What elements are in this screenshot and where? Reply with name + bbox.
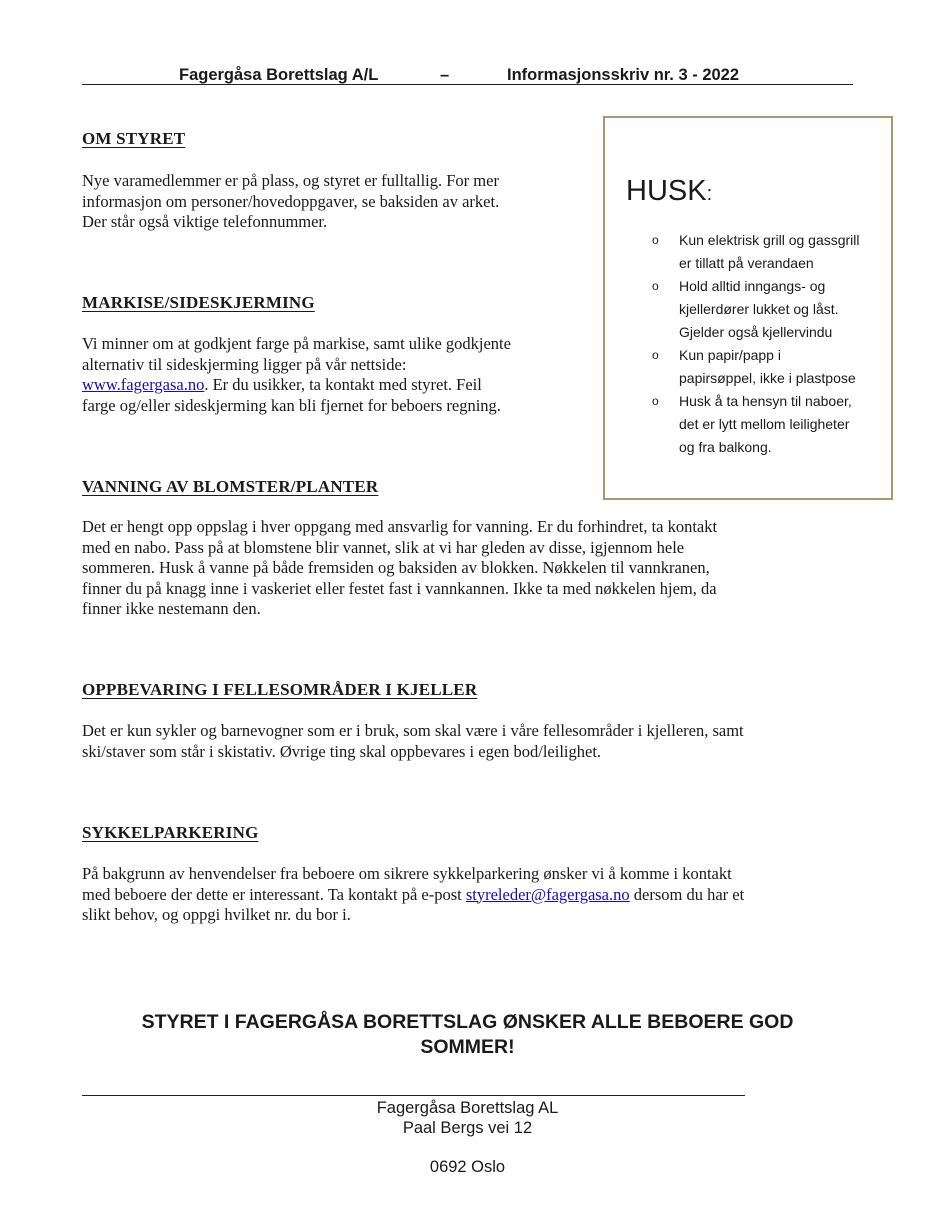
text-line: ski/staver som står i skistativ. Øvrige ting skal oppbevares i egen bod/leilighet. — [82, 741, 602, 761]
footer-org-name: Fagergåsa Borettslag AL — [376, 1099, 559, 1117]
header-title: Fagergåsa Borettslag A/L — [179, 66, 379, 84]
text-line: På bakgrunn av henvendelser fra beboere om sikrere sykkelparkering ønsker vi å komme i kontakt — [82, 864, 732, 883]
section-text-vanning — [82, 517, 717, 620]
text-line: alternativ til sideskjerming ligger på vår nettside: — [82, 354, 407, 374]
section-text-om-styret — [82, 171, 499, 233]
text-line: Nye varamedlemmer er på plass, og styret er fulltallig. For mer — [82, 171, 499, 190]
text-line: slikt behov, og oppgi hvilket nr. du bor i. — [82, 905, 351, 924]
closing-line: STYRET I FAGERGÅSA BORETTSLAG ØNSKER ALLE BEBOERE GOD — [141, 1011, 794, 1033]
closing-message — [82, 1010, 853, 1060]
husk-item-line: Gjelder også kjellervindu — [679, 324, 833, 340]
text-line: informasjon om personer/hovedoppgaver, se baksiden av arket. — [82, 191, 500, 211]
husk-item — [605, 344, 860, 390]
text-fragment: med beboere der dette er interessant. Ta kontakt på e-post — [82, 884, 466, 904]
section-text-sykkelparkering — [82, 864, 744, 926]
husk-item — [605, 390, 860, 459]
text-fragment: . Er du usikker, ta kontakt med styret. Feil — [204, 375, 482, 394]
bullet-icon: o — [652, 233, 659, 247]
bullet-icon: o — [652, 394, 659, 408]
husk-item-line: Kun papir/papp i — [679, 347, 781, 363]
text-fragment: dersom du har et — [629, 884, 745, 904]
husk-title-text: HUSK — [626, 175, 707, 207]
header-issue: Informasjonsskriv nr. 3 - 2022 — [507, 66, 740, 84]
closing-line: SOMMER! — [420, 1036, 515, 1058]
text-line: finner ikke nestemann den. — [82, 599, 261, 618]
husk-item-line: og fra balkong. — [679, 439, 772, 455]
husk-item-line: det er lytt mellom leiligheter — [679, 416, 850, 432]
section-heading-vanning: VANNING AV BLOMSTER/PLANTER — [82, 477, 379, 496]
section-heading-markise: MARKISE/SIDESKJERMING — [82, 293, 315, 312]
footer-street: Paal Bergs vei 12 — [402, 1119, 533, 1137]
website-link[interactable]: www.fagergasa.no — [82, 375, 205, 394]
text-line: Det er hengt opp oppslag i hver oppgang med ansvarlig for vanning. Er du forhindret, ta kontakt — [82, 517, 718, 536]
husk-item-line: Husk å ta hensyn til naboer, — [679, 393, 852, 409]
email-link[interactable]: styreleder@fagergasa.no — [465, 884, 630, 904]
bullet-icon: o — [652, 279, 659, 293]
section-heading-sykkelparkering: SYKKELPARKERING — [82, 823, 259, 842]
husk-item — [605, 229, 860, 275]
text-line: farge og/eller sideskjerming kan bli fjernet for beboers regning. — [82, 395, 501, 415]
text-line: Vi minner om at godkjent farge på markise, samt ulike godkjente — [82, 334, 511, 353]
header-dash: – — [440, 66, 450, 84]
husk-item-line: Hold alltid inngangs- og — [679, 278, 826, 294]
text-line: Der står også viktige telefonnummer. — [82, 212, 328, 231]
section-heading-oppbevaring: OPPBEVARING I FELLESOMRÅDER I KJELLER — [82, 680, 478, 699]
husk-title-colon: : — [706, 183, 713, 205]
bullet-icon: o — [652, 348, 659, 362]
husk-item-line: papirsøppel, ikke i plastpose — [679, 370, 856, 386]
text-line: sommeren. Husk å vanne på både fremsiden og baksiden av blokken. Nøkkelen til vannkranen, — [82, 558, 710, 577]
husk-list — [605, 229, 860, 459]
husk-title — [626, 174, 712, 211]
text-line: finner du på knagg inne i vaskeriet eller festet fast i vannkannen. Ikke ta med nøkkelen hjem, da — [82, 578, 717, 598]
husk-reminder-box — [603, 116, 893, 500]
document-header — [82, 64, 853, 85]
footer-city: 0692 Oslo — [429, 1158, 506, 1176]
text-line: med en nabo. Pass på at blomstene blir vannet, slik at vi har gleden av disse, igjennom hele — [82, 537, 685, 557]
text-line — [82, 375, 511, 396]
footer-divider — [82, 1095, 745, 1096]
section-text-markise — [82, 334, 511, 416]
husk-item — [605, 275, 860, 344]
section-heading-om-styret: OM STYRET — [82, 129, 186, 148]
text-line — [82, 885, 744, 906]
husk-item-line: er tillatt på verandaen — [679, 255, 814, 271]
text-line: Det er kun sykler og barnevogner som er i bruk, som skal være i våre fellesområder i kjelleren, samt — [82, 721, 744, 740]
husk-item-line: Kun elektrisk grill og gassgrill — [679, 232, 860, 248]
husk-item-line: kjellerdører lukket og låst. — [679, 301, 839, 317]
section-text-oppbevaring — [82, 721, 744, 762]
